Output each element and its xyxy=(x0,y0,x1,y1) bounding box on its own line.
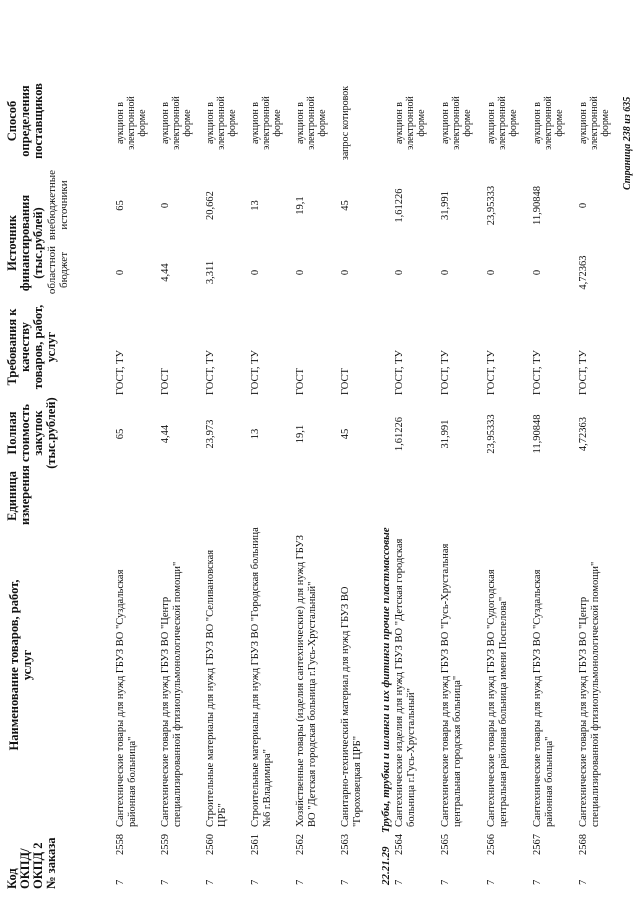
row-requirements: ГОСТ, ТУ xyxy=(250,350,261,395)
header-source-regional: областной бюджет xyxy=(46,245,70,295)
row-code: 7 xyxy=(394,879,405,885)
row-code: 7 xyxy=(440,879,451,885)
row-code: 7 xyxy=(486,879,497,885)
row-extra: 13 xyxy=(250,200,261,211)
row-requirements: ГОСТ, ТУ xyxy=(532,350,543,395)
row-cost: 4,44 xyxy=(160,424,171,444)
row-requirements: ГОСТ, ТУ xyxy=(394,350,405,395)
row-name: Сантехнические изделия для нужд ГБУЗ ВО "Детская городская больница г.Гусь-Хрустальный" xyxy=(394,538,417,827)
page-number: Страница 238 из 635 xyxy=(622,96,633,190)
row-method: аукцион в электронной форме xyxy=(295,96,328,150)
row-cost: 4,72363 xyxy=(578,416,589,452)
row-name: Сантехнические товары для нужд ГБУЗ ВО "Судогодская центральная районная больница имени Поспелова" xyxy=(486,569,509,827)
row-code: 7 xyxy=(115,879,126,885)
row-method: аукцион в электронной форме xyxy=(115,96,148,150)
row-extra: 11,90848 xyxy=(532,186,543,225)
row-extra: 19,1 xyxy=(295,196,306,215)
row-number: 2564 xyxy=(394,834,405,855)
group-title: Трубы, трубки и шланги и их фитинги прочие пластмассовые xyxy=(380,527,392,833)
row-code: 7 xyxy=(340,879,351,885)
row-number: 2562 xyxy=(295,834,306,855)
row-cost: 23,95333 xyxy=(486,414,497,454)
header-unit: Единица измерения xyxy=(5,465,32,525)
group-heading xyxy=(380,385,392,885)
row-extra: 65 xyxy=(115,200,126,211)
row-regional: 4,72363 xyxy=(578,255,589,290)
row-name: Сантехнические товары для нужд ГБУЗ ВО "Центр специализированной фтизиопульмонологической помощи" xyxy=(578,561,601,827)
row-method: аукцион в электронной форме xyxy=(578,96,611,150)
row-cost: 1,61226 xyxy=(394,416,405,452)
row-code: 7 xyxy=(205,879,216,885)
row-regional: 0 xyxy=(340,269,351,276)
row-regional: 0 xyxy=(295,269,306,276)
row-number: 2565 xyxy=(440,834,451,855)
row-name: Строительные материалы для нужд ГБУЗ ВО "Городская больница №6 г.Владимира" xyxy=(250,527,273,827)
row-number: 2561 xyxy=(250,834,261,855)
group-code: 22.21.29 xyxy=(380,846,392,885)
header-name: Наименование товаров, работ, услуг xyxy=(7,579,34,751)
row-cost: 31,991 xyxy=(440,419,451,449)
header-source: Источник финансирования (тыс.рублей) xyxy=(5,194,45,292)
row-name: Сантехнические товары для нужд ГБУЗ ВО "Гусь-Хрустальная центральная городская больница" xyxy=(440,543,463,827)
row-requirements: ГОСТ, ТУ xyxy=(115,350,126,395)
header-req: Требования к качеству товаров, работ, услуг xyxy=(5,304,58,390)
row-regional: 0 xyxy=(532,269,543,276)
row-extra: 23,95333 xyxy=(486,185,497,226)
row-method: аукцион в электронной форме xyxy=(440,96,473,150)
row-regional: 0 xyxy=(440,269,451,276)
header-source-extra: внебюджетные источники xyxy=(46,169,70,241)
row-regional: 4,44 xyxy=(160,263,171,282)
row-number: 2567 xyxy=(532,834,543,855)
row-regional: 0 xyxy=(394,269,405,276)
row-name: Хозяйственные товары (изделия сантехнические) для нужд ГБУЗ ВО "Детская городская больница г.Гусь-Хрустальный" xyxy=(295,535,318,827)
row-extra: 20,662 xyxy=(205,191,216,220)
row-cost: 65 xyxy=(115,428,126,440)
row-regional: 0 xyxy=(115,269,126,276)
row-number: 2568 xyxy=(578,834,589,855)
row-requirements: ГОСТ, ТУ xyxy=(440,350,451,395)
row-number: 2563 xyxy=(340,834,351,855)
row-name: Строительные материалы для нужд ГБУЗ ВО "Селивановская ЦРБ" xyxy=(205,549,228,827)
row-method: аукцион в электронной форме xyxy=(532,96,565,150)
row-cost: 13 xyxy=(250,428,261,440)
row-method: запрос котировок xyxy=(340,85,351,161)
row-number: 2566 xyxy=(486,834,497,855)
row-extra: 45 xyxy=(340,200,351,211)
row-requirements: ГОСТ xyxy=(160,368,171,395)
row-requirements: ГОСТ, ТУ xyxy=(486,350,497,395)
header-cost: Полная стоимость закупок (тыс.рублей) xyxy=(5,397,58,469)
row-cost: 45 xyxy=(340,428,351,440)
row-method: аукцион в электронной форме xyxy=(394,96,427,150)
row-regional: 0 xyxy=(250,269,261,276)
row-code: 7 xyxy=(250,879,261,885)
row-number: 2559 xyxy=(160,834,171,855)
row-number: 2558 xyxy=(115,834,126,855)
row-number: 2560 xyxy=(205,834,216,855)
row-requirements: ГОСТ xyxy=(340,368,351,395)
row-code: 7 xyxy=(160,879,171,885)
row-code: 7 xyxy=(532,879,543,885)
row-extra: 1,61226 xyxy=(394,188,405,223)
row-cost: 19,1 xyxy=(295,424,306,444)
row-method: аукцион в электронной форме xyxy=(205,96,238,150)
row-code: 7 xyxy=(578,879,589,885)
row-extra: 0 xyxy=(578,202,589,209)
row-cost: 23,973 xyxy=(205,419,216,449)
row-name: Сантехнические товары для нужд ГБУЗ ВО "Центр специализированной фтизиопульмонологической помощи" xyxy=(160,561,183,827)
row-cost: 11,90848 xyxy=(532,414,543,454)
row-extra: 0 xyxy=(160,202,171,209)
header-code: Код ОКПД/ ОКПД 2 № заказа xyxy=(5,837,58,889)
row-method: аукцион в электронной форме xyxy=(160,96,193,150)
row-extra: 31,991 xyxy=(440,191,451,220)
row-name: Сантехнические товары для нужд ГБУЗ ВО "Суздальская районная больница" xyxy=(532,569,555,827)
row-regional: 0 xyxy=(486,269,497,276)
row-method: аукцион в электронной форме xyxy=(486,96,519,150)
row-name: Сантехнические товары для нужд ГБУЗ ВО "Суздальская районная больница" xyxy=(115,569,138,827)
row-requirements: ГОСТ, ТУ xyxy=(578,350,589,395)
row-regional: 3,311 xyxy=(205,260,216,285)
row-requirements: ГОСТ, ТУ xyxy=(205,350,216,395)
row-method: аукцион в электронной форме xyxy=(250,96,283,150)
header-method: Способ определения поставщиков xyxy=(5,83,45,159)
row-requirements: ГОСТ xyxy=(295,368,306,395)
row-code: 7 xyxy=(295,879,306,885)
row-name: Санитарно-технический материал для нужд ГБУЗ ВО "Гороховецкая ЦРБ" xyxy=(340,586,363,827)
